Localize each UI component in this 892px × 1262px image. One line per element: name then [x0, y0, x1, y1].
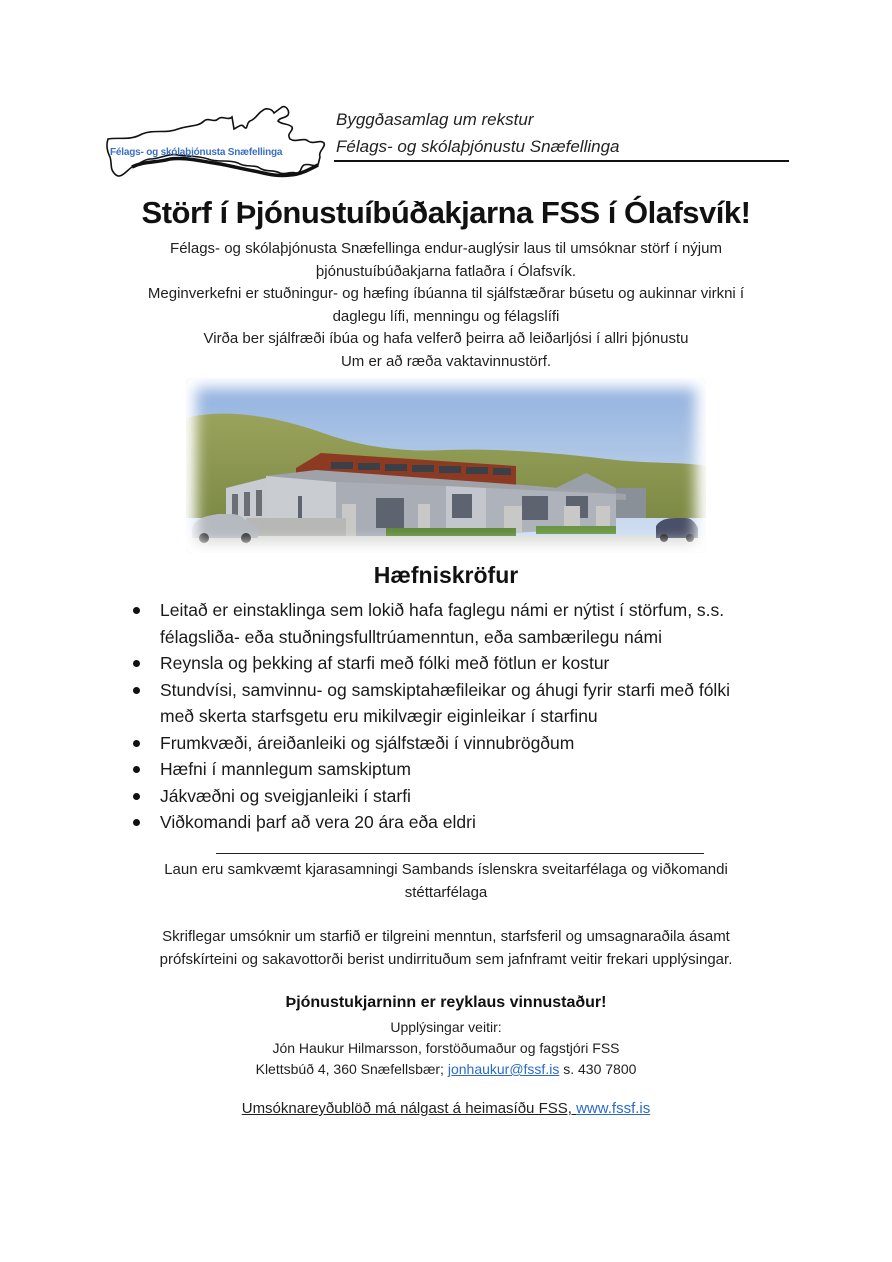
- forms-text: Umsóknareyðublöð má nálgast á heimasíðu FSS,: [241, 1100, 577, 1117]
- contact-address-line: [100, 1059, 792, 1080]
- snaefellsnes-map-outline-icon: [104, 103, 328, 189]
- bullet-icon: [133, 660, 140, 667]
- intro-line: Um er að ræða vaktavinnustörf.: [340, 352, 552, 370]
- intro-line: daglegu lífi, menningu og félagslífi: [332, 307, 560, 325]
- section-divider: [216, 853, 704, 854]
- salary-line: Laun eru samkvæmt kjarasamningi Sambands íslenskra sveitarfélaga og viðkomandi: [164, 861, 728, 878]
- forms-notice: [0, 1100, 892, 1117]
- logo-text: Félags- og skólaþjónusta Snæfellinga: [110, 147, 283, 158]
- requirement-text: Leitað er einstaklinga sem lokið hafa faglegu námi er nýtist í störfum, s.s. félagsliða- eða stuðningsfulltrúamenntun, eða sambærilegu námi: [160, 600, 725, 647]
- bullet-icon: [133, 766, 140, 773]
- list-item: [125, 677, 765, 730]
- requirement-text: Jákvæðni og sveigjanleiki í starfi: [160, 785, 411, 806]
- list-item: [125, 650, 765, 677]
- bullet-icon: [133, 819, 140, 826]
- application-line: prófskírteini og sakavottorði berist undirrituðum sem jafnframt veitir frekari upplýsingar.: [159, 950, 733, 968]
- salary-line: stéttarfélaga: [404, 883, 488, 901]
- org-name-line-2: Félags- og skólaþjónustu Snæfellinga: [336, 137, 620, 156]
- list-item: [125, 730, 765, 757]
- email-link[interactable]: jonhaukur@fssf.is: [447, 1061, 560, 1077]
- requirement-text: Reynsla og þekking af starfi með fólki með fötlun er kostur: [160, 653, 610, 673]
- smoke-free-notice: Þjónustukjarninn er reyklaus vinnustaður!: [285, 994, 607, 1011]
- website-link[interactable]: www.fssf.is: [576, 1100, 651, 1117]
- building-rendering-image: [186, 378, 706, 553]
- list-item: [125, 783, 765, 810]
- requirements-heading: Hæfniskröfur: [373, 562, 519, 588]
- org-name-line-1: Byggðasamlag um rekstur: [336, 110, 534, 129]
- application-paragraph: [100, 926, 792, 971]
- bullet-icon: [133, 687, 140, 694]
- requirement-text: Viðkomandi þarf að vera 20 ára eða eldri: [160, 812, 476, 832]
- header-rule: [334, 160, 789, 162]
- application-line: Skriflegar umsóknir um starfið er tilgreini menntun, starfsferil og umsagnaraðila ásamt: [162, 928, 730, 945]
- list-item: [125, 597, 765, 650]
- contact-address: Klettsbúð 4, 360 Snæfellsbær;: [255, 1061, 448, 1077]
- contact-phone: s. 430 7800: [559, 1061, 637, 1077]
- requirement-text: Stundvísi, samvinnu- og samskiptahæfileikar og áhugi fyrir starfi með fólki með skerta starfsgetu eru mikilvægir eiginleikar í starfinu: [160, 679, 730, 726]
- intro-paragraph: [100, 238, 792, 373]
- fss-logo: [104, 103, 328, 189]
- info-label: Upplýsingar veitir:: [390, 1019, 502, 1035]
- requirement-text: Hæfni í mannlegum samskiptum: [160, 759, 411, 779]
- bullet-icon: [133, 740, 140, 747]
- intro-line: Félags- og skólaþjónusta Snæfellinga endur-auglýsir laus til umsóknar störf í nýjum: [170, 240, 722, 257]
- contact-person: Jón Haukur Hilmarsson, forstöðumaður og fagstjóri FSS: [272, 1040, 620, 1056]
- intro-line: Meginverkefni er stuðningur- og hæfing íbúanna til sjálfstæðrar búsetu og aukinnar virkni í: [147, 285, 745, 302]
- building-illustration: [186, 378, 706, 553]
- bullet-icon: [133, 793, 140, 800]
- list-item: [125, 809, 765, 836]
- intro-line: þjónustuíbúðakjarna fatlaðra í Ólafsvík.: [315, 262, 577, 280]
- intro-line: Virða ber sjálfræði íbúa og hafa velferð þeirra að leiðarljósi í allri þjónustu: [203, 330, 689, 347]
- contact-block: [100, 1017, 792, 1080]
- requirements-list: [125, 597, 765, 836]
- bullet-icon: [133, 607, 140, 614]
- salary-paragraph: [100, 859, 792, 904]
- list-item: [125, 756, 765, 783]
- requirement-text: Frumkvæði, áreiðanleiki og sjálfstæði í vinnubrögðum: [160, 732, 575, 753]
- page-title: Störf í Þjónustuíbúðakjarna FSS í Ólafsvík!: [141, 195, 751, 230]
